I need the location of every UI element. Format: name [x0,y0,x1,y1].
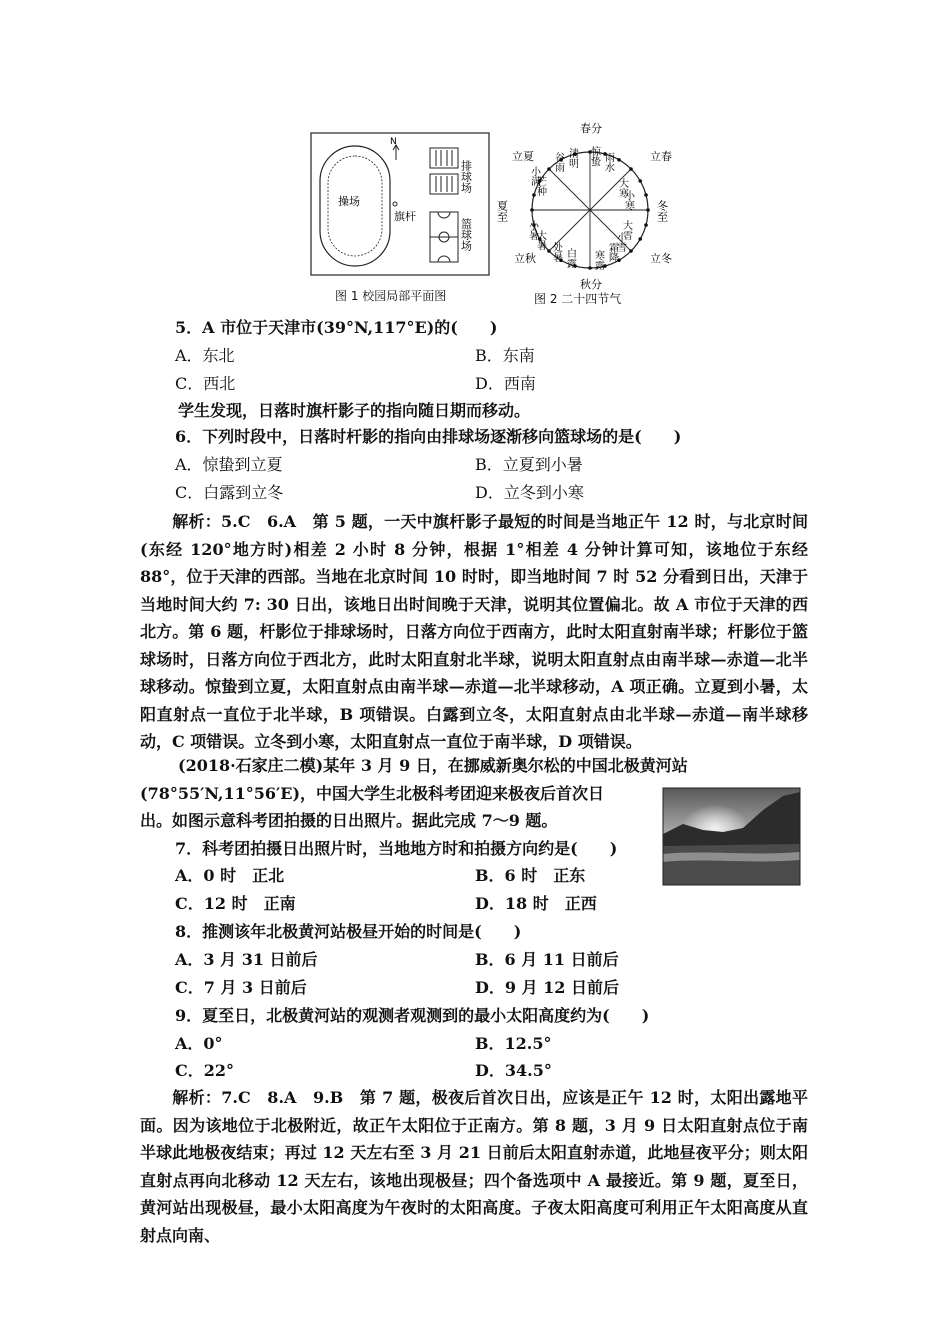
q7-option-d[interactable]: D．18 时 正西 [475,894,597,913]
campus-plan-figure [310,132,490,276]
q6-option-b[interactable]: B．立夏到小暑 [475,455,583,474]
q9-option-b[interactable]: B．12.5° [475,1034,552,1053]
outer-term-label: 冬至 [655,200,669,222]
figure2-caption: 图 2 二十四节气 [534,292,622,306]
term-dot [547,167,551,171]
inner-term-label: 霜降 [606,242,618,262]
term-dot [530,208,534,212]
q8-stem: 8．推测该年北极黄河站极昼开始的时间是( ) [175,922,522,941]
term-dot [646,208,650,212]
inner-term-label: 谷雨 [552,152,564,172]
inner-term-label: 处暑 [550,242,562,262]
inner-term-label: 清明 [566,148,578,168]
flagpole-label: 旗杆 [394,210,416,223]
term-dot [617,158,621,162]
term-dot [629,249,633,253]
note-text: 学生发现，日落时旗杆影子的指向随日期而移动。 [178,401,531,420]
q8-option-c[interactable]: C．7 月 3 日前后 [175,978,307,997]
outer-term-label: 夏至 [495,200,509,222]
volleyball-court-icon [430,148,458,194]
term-dot [629,167,633,171]
basketball-label: 篮球场 [459,218,473,251]
north-arrow-icon [393,145,399,160]
figure1-caption: 图 1 校园局部平面图 [335,289,447,303]
q6-option-d[interactable]: D．立冬到小寒 [475,483,584,502]
analysis-2: 解析：7.C 8.A 9.B 第 7 题，极夜后首次日出，应该是正午 12 时，太阳出露地平面。因为该地位于北极附近，故正午太阳位于正南方。第 8 题，3 月 9 日太阳直射点位于南半球此地极夜结束；再过 12 天左右至 3 月 21 日前后太阳直射赤道，此地昼夜平分；则太阳直射点再向北移动 12 天左右，该地出现极昼；四个备选项中 A 最接近。第 9 题，夏至日，黄河站出现极昼，最小太阳高度为午夜时的太阳高度。子夜太阳高度可利用正午太阳高度从直射点向南、 [140,1088,808,1245]
inner-term-label: 雨水 [602,152,614,172]
term-dot [588,266,592,270]
outer-term-label: 立夏 [512,150,534,163]
q5-stem: 5．A 市位于天津市(39°N,117°E)的( ) [175,318,498,337]
intro-line2: (78°55′N,11°56′E)，中国大学生北极科考团迎来极夜后首次日 [140,784,605,803]
inner-term-label: 惊蛰 [588,146,600,166]
q8-option-a[interactable]: A．3 月 31 日前后 [175,950,318,969]
term-dot [603,264,607,268]
q7-option-a[interactable]: A．0 时 正北 [175,866,285,885]
term-dot [638,179,642,183]
term-dot [644,223,648,227]
q7-option-b[interactable]: B．6 时 正东 [475,866,586,885]
inner-term-label: 大雪 [620,220,632,240]
outer-term-label: 春分 [580,122,602,135]
q7-option-c[interactable]: C．12 时 正南 [175,894,296,913]
q6-option-c[interactable]: C．白露到立冬 [175,483,284,502]
outer-term-label: 立冬 [650,252,672,265]
sunrise-photo [663,788,800,885]
basketball-court-icon [430,212,458,262]
inner-term-label: 小寒 [622,190,634,210]
inner-term-label: 大暑 [534,230,546,250]
inner-term-label: 大寒 [616,178,628,198]
outer-term-label: 立秋 [514,252,536,265]
inner-term-label: 白露 [564,248,576,268]
intro-line3: 出。如图示意科考团拍摄的日出照片。据此完成 7～9 题。 [140,811,558,830]
q7-stem: 7．科考团拍摄日出照片时，当地地方时和拍摄方向约是( ) [175,839,618,858]
q5-option-c[interactable]: C．西北 [175,374,236,393]
outer-term-label: 秋分 [580,278,602,291]
intro-line1: (2018·石家庄二模)某年 3 月 9 日，在挪威新奥尔松的中国北极黄河站 [178,756,688,775]
inner-term-label: 小满 [528,166,540,186]
solar-terms-figure [495,120,680,292]
q8-option-d[interactable]: D．9 月 12 日前后 [475,978,619,997]
q9-option-c[interactable]: C．22° [175,1061,235,1080]
inner-term-label: 寒露 [592,250,604,270]
q5-option-b[interactable]: B．东南 [475,346,535,365]
q6-option-a[interactable]: A．惊蛰到立夏 [175,455,283,474]
q5-option-d[interactable]: D．西南 [475,374,536,393]
outer-term-label: 立春 [650,150,672,163]
volleyball-label: 排球场 [459,160,473,193]
term-dot [617,258,621,262]
north-label: N [390,137,397,147]
q8-option-b[interactable]: B．6 月 11 日前后 [475,950,619,969]
term-dot [638,237,642,241]
inner-term-label: 芒种 [534,176,546,196]
term-dot [644,193,648,197]
inner-term-label: 小雪 [614,232,626,252]
q9-option-a[interactable]: A．0° [175,1034,223,1053]
inner-term-label: 小暑 [526,220,538,240]
q6-stem: 6．下列时段中，日落时杆影的指向由排球场逐渐移向篮球场的是( ) [175,427,682,446]
flagpole-icon [393,202,397,206]
q9-stem: 9．夏至日，北极黄河站的观测者观测到的最小太阳高度约为( ) [175,1006,650,1025]
analysis-1: 解析：5.C 6.A 第 5 题，一天中旗杆影子最短的时间是当地正午 12 时，与北京时间(东经 120°地方时)相差 2 小时 8 分钟，根据 1°相差 4 分钟计算可知，该地位于东经 88°，位于天津的西部。当地在北京时间 10 时时，即当地时间 7 时 52 分看到日出，天津于当地时间大约 7: 30 日出，该地日出时间晚于天津，说明其位置偏北。故 A 市位于天津的西北方。第 6 题，杆影位于排球场时，日落方向位于西南方，此时太阳直射南半球；杆影位于篮球场时，日落方向位于西北方，此时太阳直射北半球，说明太阳直射点由南半球—赤道—北半球移动。惊蛰到立夏，太阳直射点由南半球—赤道—北半球移动，A 项正确。立夏到小暑，太阳直射点一直位于北半球，B 项错误。白露到立冬，太阳直射点由北半球—赤道—南半球移动，C 项错误。立冬到小寒，太阳直射点一直位于南半球，D 项错误。 [140,512,808,751]
q9-option-d[interactable]: D．34.5° [475,1061,552,1080]
playground-label: 操场 [338,195,360,208]
q5-option-a[interactable]: A．东北 [175,346,235,365]
